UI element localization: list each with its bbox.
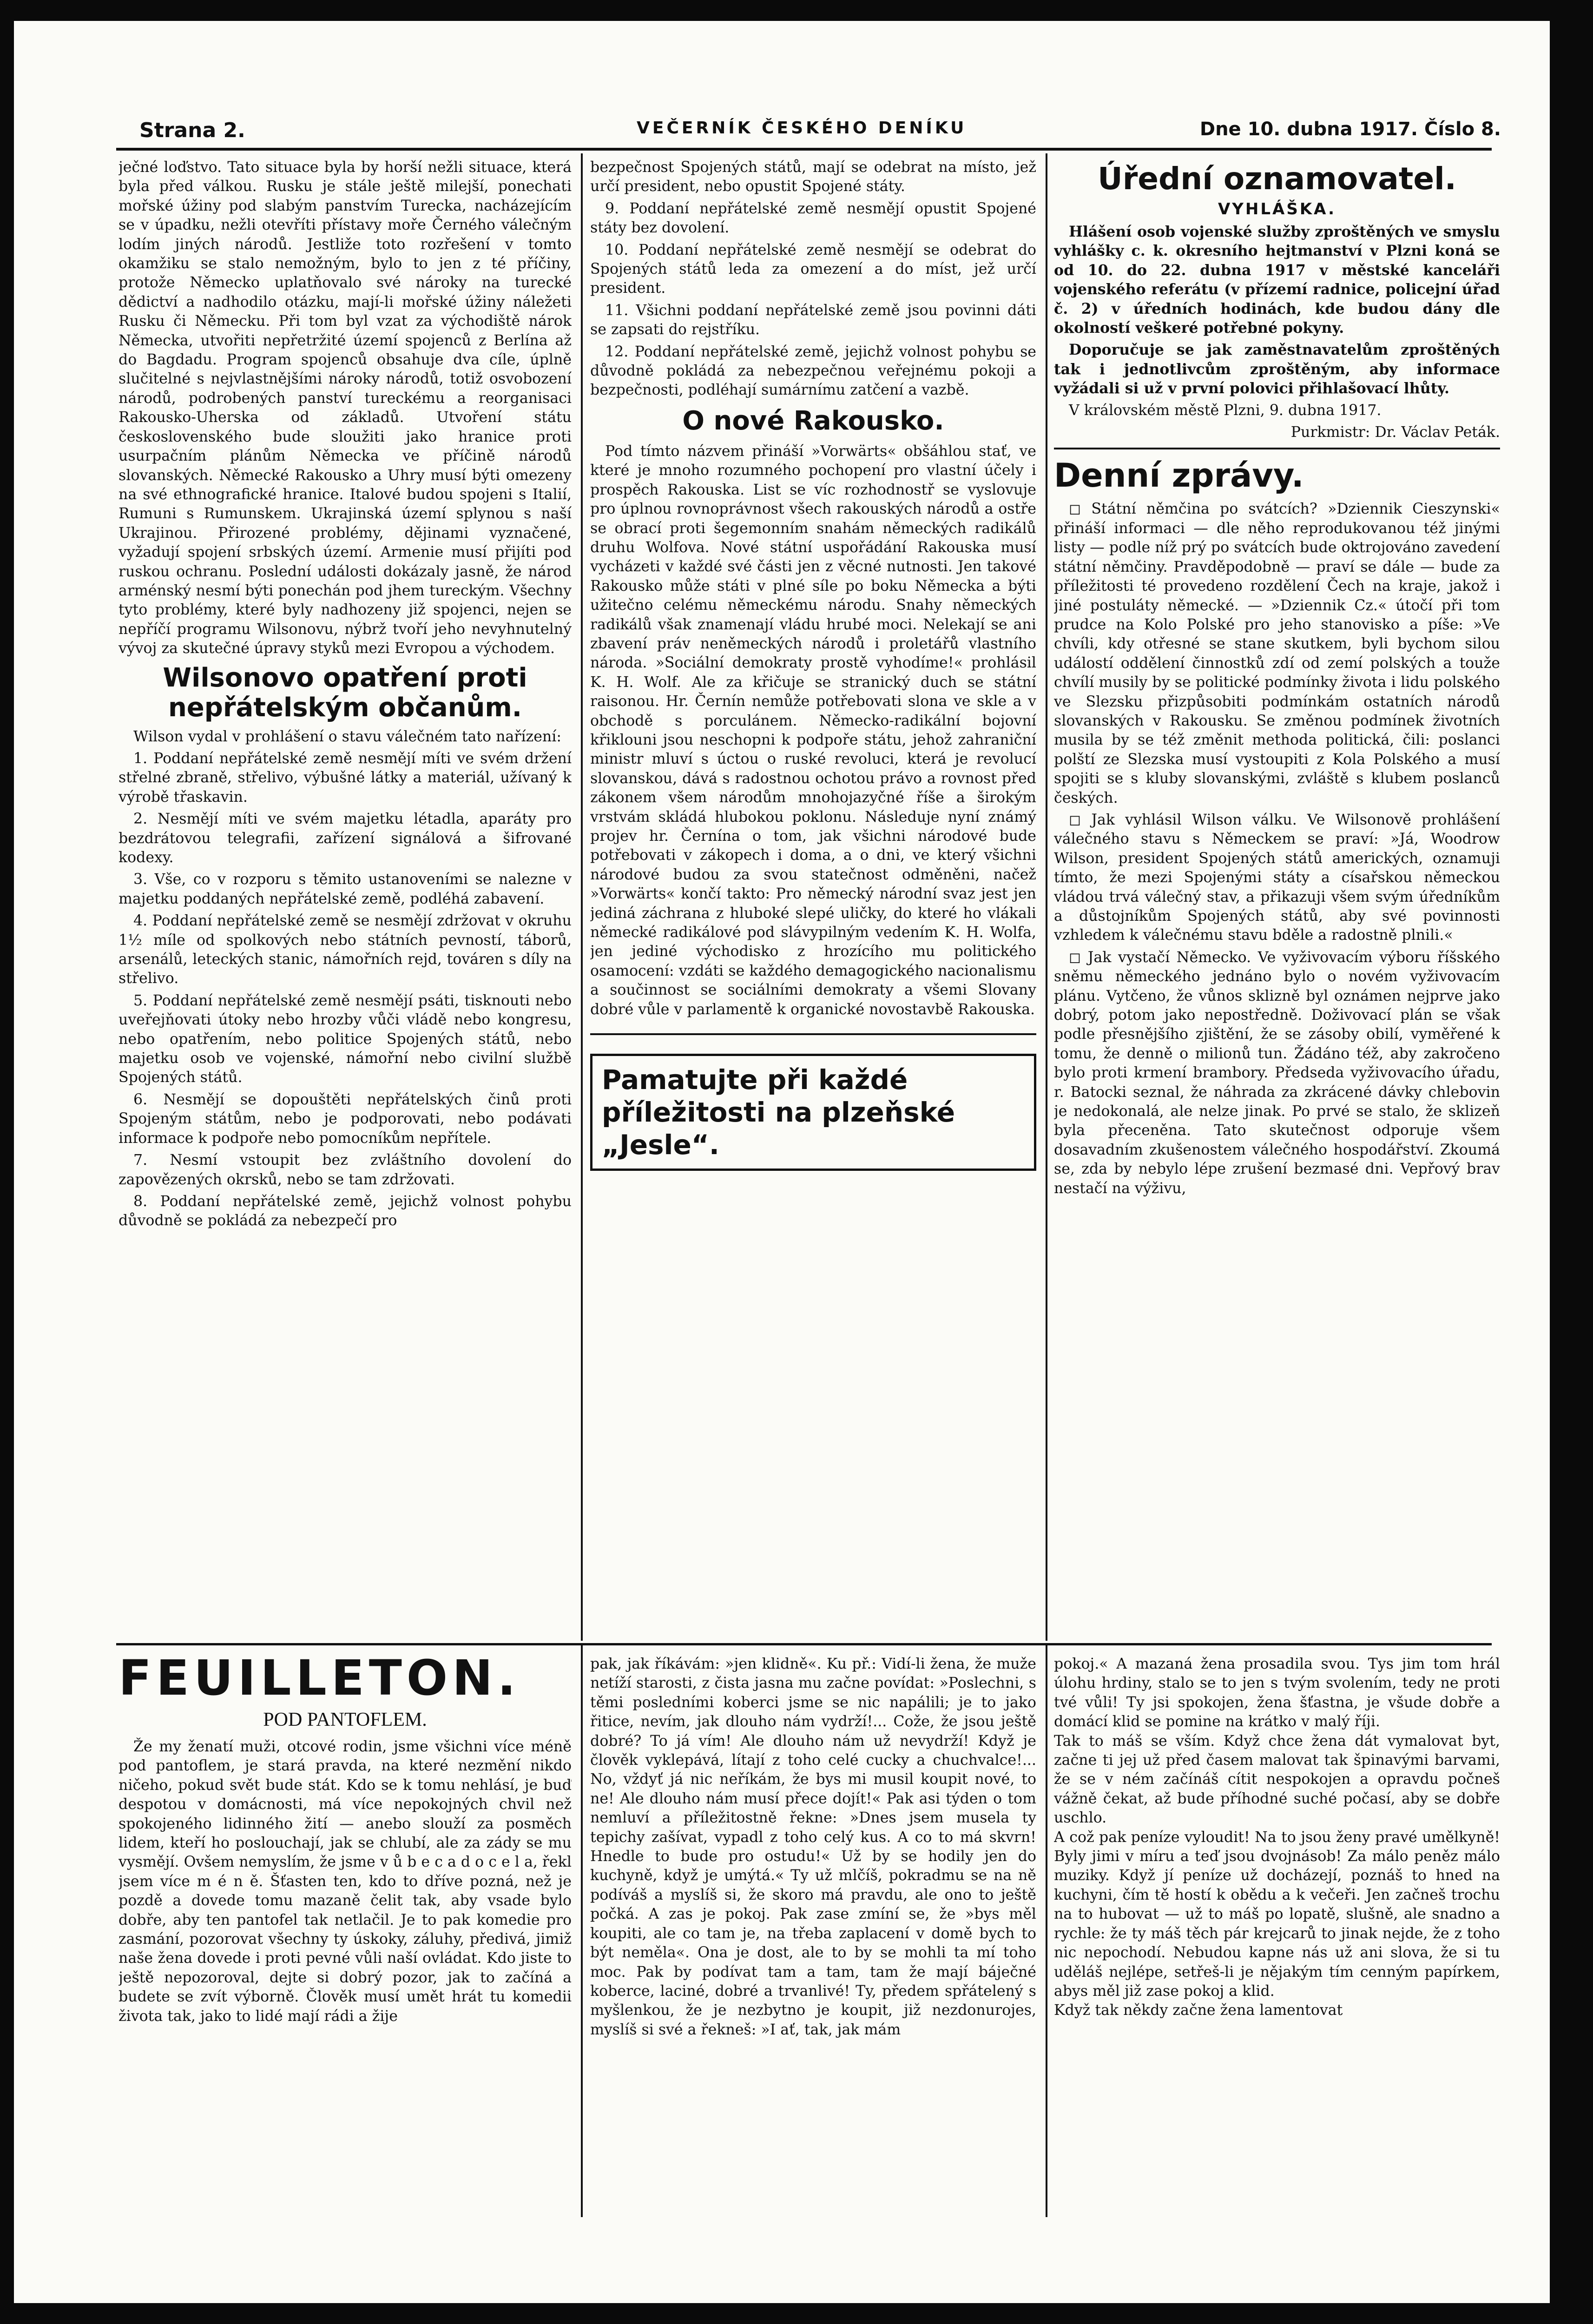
news-item: ◻ Jak vystačí Německo. Ve vyživovacím výboru říšského sněmu německého jednáno bylo o novém vyživovacím plánu. Vytčeno, že vůnos sklizně byl oznámen nejprve jako dobrý, potom jako nepostředně. Doživovací plán se však podle přesnějšího zjištění, že se zásoby obilí, vyměřené k tomu, že denně o milionů tun. Žádáno též, aby zakročeno bylo proti krmení brambory. Předseda vyživovacího úřadu, r. Batocki seznal, že náhrada za zkrácené dávky chlebovin je nedokonalá, ale nelze jinak. Po prvé se stalo, že sklizeň byla přeceněna. Tato skutečnost odporuje všem dosavadním zkušenostem válečného hospodářství. Zkoumá se, zda by nebylo lépe zrušení bezmasé dni. Vepřový brav nestačí na výživu,: [1054, 949, 1500, 1197]
feuilleton-rule: [116, 1643, 1492, 1645]
column-1: [118, 158, 572, 1638]
article-paragraph: 4. Poddaní nepřátelské země se nesmějí zdržovat v okruhu 1½ míle od spolkových nebo státních pevností, táborů, arsenálů, leteckých stanic, námořních rejd, továren s díly na střelivo.: [118, 912, 572, 987]
article-title: O nové Rakousko.: [682, 405, 944, 436]
feuilleton-column-1: [118, 1650, 572, 2217]
section-rule: [1054, 448, 1500, 449]
article-title: Wilsonovo opatření proti nepřátelským občanům.: [163, 662, 527, 723]
article-paragraph: 2. Nesmějí míti ve svém majetku létadla, aparáty pro bezdrátovou telegrafii, zařízení signálová a šifrované kodexy.: [118, 811, 572, 866]
section-title: Denní zprávy.: [1054, 456, 1304, 495]
header-rule: [116, 148, 1492, 151]
article-paragraph: 10. Poddaní nepřátelské země nesmějí se odebrat do Spojených států leda za omezení a do míst, jež určí president.: [590, 241, 1036, 297]
feuilleton-text: pokoj.« A mazaná žena prosadila svou. Tys jim tom hrál úlohu hrdiny, stalo se to jen s tvým svolením, tedy ne proti tvé vůli! Ty jsi spokojen, žena šťastna, je všude dobře a domácí klid se pomine na krátko v malý říji. Tak to máš se vším. Když chce žena dát vymalovat byt, začne ti jej už před časem malovat tak špinavými barvami, že se v ném začínáš cítit nespokojen a opravdu počneš vážně čekat, až bude příhodné suché počasí, aby se dobře uschlo. A což pak peníze vyloudit! Na to jsou ženy pravé umělkyně! Byly jimi v míru a teď jsou dvojnásob! Za málo peněz málo muziky. Když jí peníze už docházejí, poznáš to hned na kuchyni, čím tě hostí k obědu a k večeři. Jen začneš trochu na to hubovat — už to máš po lopatě, slušně, ale snadno a rychle: že ty máš těch pár krejcarů to jinak nejde, že z toho nic nepochodí. Nebudou kapne nás už ani slova, že si tu uděláš nejlépe, setřeš-li je nějakým tím cenným papírkem, abys měl již zase pokoj a klid. Když tak někdy začne žena lamentovat: [1054, 1656, 1500, 2019]
column-divider: [581, 153, 583, 1641]
dateline: V královském městě Plzni, 9. dubna 1917.: [1069, 402, 1382, 419]
section-subtitle: VYHLÁŠKA.: [1218, 200, 1336, 218]
notice-box: [590, 1054, 1036, 1171]
column-divider: [1046, 1645, 1047, 2217]
masthead: VEČERNÍK ČESKÉHO DENÍKU: [637, 119, 967, 138]
feuilleton-column-2: [590, 1655, 1036, 2217]
article-paragraph: 11. Všichni poddaní nepřátelské země jsou povinni dáti se zapsati do rejstříku.: [590, 302, 1036, 338]
article-paragraph: Doporučuje se jak zaměstnavatelům zproštěných tak i jednotlivcům zproštěným, aby informace vyžádali si už v první polovici přihlašovací lhůty.: [1054, 341, 1500, 397]
article-paragraph: 3. Vše, co v rozporu s těmito ustanoveními se nalezne v majetku poddaných nepřátelské země, podléhá zabavení.: [118, 871, 572, 907]
article-paragraph: ječné loďstvo. Tato situace byla by horší nežli situace, která byla před válkou. Rusku je stále ještě milejší, ponechati mořské úžiny pod slabým panstvím Turecka, nacházejícím se v úpadku, nežli otevříti přístavy moře Černého válečným lodím jiných národů. Jestliže toto rozřešení v tomto okamžiku se stalo nemožným, bylo to jen z té příčiny, protože Německo uplatňovalo své nároky na turecké dědictví a nadhodilo otázku, mají-li mořské úžiny náležeti Rusku či Německu. Při tom byl vzat za východiště nárok Německa, utvořiti nepřetržité území spojenců z Berlína až do Bagdadu. Program spojenců obsahuje dva cíle, úplně slučitelné s nejvlastnějšími nároky národů, totiž osvobození národů, podrobených panství tureckému a reorganisaci Rakousko-Uherska od základů. Utvoření státu československého bude sloužiti jako hranice proti usurpačním plánům Německa ve příčině národů slovanských. Německé Rakousko a Uhry musí býti omezeny na své ethnografické hranice. Italové budou spojeni s Italií, Rumuni s Rumunskem. Ukrajinská území splynou s naší Ukrajinou. Přirozené problémy, dějinami vyznačené, vyžadují spojení srbských území. Armenie musí přijíti pod ruskou ochranu. Poslední události dokázaly jasně, že národ arménský nesmí býti ponechán pod jhem tureckým. Všechny tyto problémy, které byly nadhozeny již spojenci, nejen se nepříčí programu Wilsonovu, nýbrž tvoří jeho nevyhnutelný vývoj za skutečné úpravy styků mezi Evropou a východem.: [118, 159, 572, 657]
feuilleton-column-3: [1054, 1655, 1500, 2217]
signature-line: Purkmistr: Dr. Václav Peták.: [1290, 424, 1500, 441]
article-paragraph: bezpečnost Spojených států, mají se odebrat na místo, jež určí president, nebo opustit Spojené státy.: [590, 159, 1036, 195]
page-header: [139, 119, 1501, 146]
news-item: ◻ Státní němčina po svátcích? »Dziennik Cieszynski« přináší informaci — dle něho reprodukovanou též jinými listy — podle níž prý po svátcích bude oktrojováno zavedení státní němčiny. Pravděpodobně — praví se dále — bude za příležitosti té provedeno rozdělení Čech na kraje, jakož i jiné postuláty německé. — »Dziennik Cz.« útočí při tom prudce na Kolo Polské pro jeho stanovisko a píše: »Ve chvíli, kdy otřesné se stane skutkem, byli bychom silou událostí oddělení činnostků zdí od zemí polských a touže chvílí musily by se politické podmínky života i lidu polského ve Slezsku přizpůsobiti podmínkám ostatních národů slovanských v Rakousku. Se změnou podmínek životních musila by se též změnit methoda politická, čili: poslanci polští ze Slezska musí vystoupiti z Kola Polského a musí spojiti se s kluby slovanskými, zvláště s klubem poslanců českých.: [1054, 501, 1500, 806]
page-number: Strana 2.: [139, 119, 245, 142]
article-paragraph: 8. Poddaní nepřátelské země, jejichž volnost pohybu důvodně se pokládá za nebezpečí pro: [118, 1193, 572, 1229]
article-paragraph: 7. Nesmí vstoupit bez zvláštního dovolení do zapovězených okrsků, nebo se tam zdržovati.: [118, 1152, 572, 1188]
section-title: Úřední oznamovatel.: [1098, 161, 1456, 197]
article-paragraph: Pod tímto názvem přináší »Vorwärts« obšáhlou stať, ve které je mnoho rozumného pochopení pro vlastní účely i prospěch Rakouska. List se víc rozhodnostř se vyslovuje pro úplnou rovnoprávnost všech rakouských národů a ostře se obrací proti šegemonním snahám německých radikálů druhu Wolfova. Nové státní uspořádání Rakouska musí vycházeti v každé své části jen z věcné nutnosti. Jen takové Rakousko může státi v plné síle po boku Německa a býti užitečno celému německému národu. Snahy německých radikálů však znamenají vládu hrubé moci. Nelekají se ani zbavení práv neněmeckých národů i proletářů vlastního národa. »Sociální demokraty prostě vyhodíme!« prohlásil K. H. Wolf. Ale za křičuje se stranický duch se státní raisonou. Hr. Černín nemůže potřebovati slona ve skle a v obchodě s porculánem. Německo-radikální bojovní křiklouni jsou neschopni k podpoře státu, jehož zahraniční ministr mluví s úctou o ruské revoluci, která je revolucí slovanskou, dává s radostnou ochotou právo a rovnost před zákonem všem národům mnohojazyčné říše a širokým vrstvám skládá hlubokou poklonu. Následuje nyní známý projev hr. Černína o tom, jak všichni národové bude potřebovati v zákopech i doma, a o dni, ve který všichni národové budou za svou statečnost odměněni, načež »Vorwärts« končí takto: Pro německý národní svaz jest jen jediná záchrana z hluboké slepé uličky, do které ho vlákali německé radikálové pod slávypilným vedením K. H. Wolfa, jen jediné východisko z hrozícího mu politického osamocení: vzdáti se každého demagogického nacionalismu a součinnost se sociálními demokraty a všemi Slovany dobré vůle v parlamentě k organické novostavbě Rakouska.: [590, 442, 1036, 1018]
issue-date: Dne 10. dubna 1917. Číslo 8.: [1199, 119, 1501, 140]
news-item: ◻ Jak vyhlásil Wilson válku. Ve Wilsonově prohlášení válečného stavu s Německem se praví: »Já, Woodrow Wilson, president Spojených států amerických, oznamuji tímto, že mezi Spojenými státy a císařskou německou vládou trvá válečný stav, a přikazuji všem svým úředníkům a důstojníkům Spojených států, aby své povinnosti vzhledem k válečnému stavu bděle a radostně plnili.«: [1054, 811, 1500, 944]
article-paragraph: 12. Poddaní nepřátelské země, jejichž volnost pohybu se důvodně pokládá za nebezpečnou veřejnému pokoji a bezpečnosti, podléhají sumárnímu zatčení a vazbě.: [590, 343, 1036, 399]
feuilleton-text: Že my ženatí muži, otcové rodin, jsme všichni více méně pod pantoflem, je stará pravda, na které nezmění nikdo ničeho, pokud svět bude stát. Kdo se k tomu nehlásí, je buď despotou v domácnosti, má více nepokojných chvil než spokojeného lidinného žití — anebo slouží za posměch lidem, kteří ho poslouchají, jak se chlubí, ale za zády se mu vysmějí. Ovšem nemyslím, že jsme v ů b e c a d o c e l a, řekl jsem více m é n ě. Šťasten ten, kdo to dříve pozná, než je pozdě a dovede tomu mazaně čelit tak, aby vsade bylo dobře, aby ten pantofel tak netlačil. Je to pak komedie pro zasmání, pozorovat všechny ty úskoky, záluhy, předivá, jimiž naše žena dovede i proti pevné vůli naší ovládat. Kdo jiste to ještě nepozoroval, dejte si dobrý pozor, jak to začíná a budete se zvít výborně. Člověk musí umět hrát tu komedii života tak, jako to lidé mají rádi a žije: [118, 1738, 572, 2025]
article-paragraph: Hlášení osob vojenské služby zproštěných ve smyslu vyhlášky c. k. okresního hejtmanství v Plzni koná se od 10. do 22. dubna 1917 v městské kanceláři vojenského referátu (v přízemí radnice, policejní úřad č. 2) v úředních hodinách, kde budou dány dle okolností veškeré potřebné pokyny.: [1054, 223, 1500, 337]
article-paragraph: 6. Nesmějí se dopouštěti nepřátelských činů proti Spojeným státům, nebo je podporovati, nebo podávati informace k podpoře nebo pomocníkům nepřítele.: [118, 1091, 572, 1147]
feuilleton-text: pak, jak říkávám: »jen klidně«. Ku př.: Vidí-li žena, že muže netíží starosti, z čista jasna mu začne povídat: »Poslechni, s těmi posledními koberci jsme se nic napálili; je to jako řitice, nevím, jak dlouho nám vydrží!... Cože, že jsou ještě dobré? To já vím! Ale dlouho nám už nevydrží! Když je člověk vyklepává, lítají z toho celé cucky a chuchvalce!... No, vždyť já nic neříkám, že bys mi musil koupit nové, to ne! Ale dlouho nám musí přece dojít!« Pak asi týden o tom nemluví a příležitostně řekne: »Dnes jsem musela ty tepichy zašívat, vypadl z toho celý kus. A co to má skvrn! Hnedle to bude pro ostudu!« Už by se hodily jen do kuchyně, když je umýtá.« Ty už mlčíš, pokradmu se na ně podíváš a myslíš si, že skoro má pravdu, ale ono to ještě počká. A zas je pokoj. Pak zase zmíní se, že »bys měl koupiti, ale co tam je, na třeba zaplacení v domě bych to být neměla«. Ona je dost, ale to by se mohli ta mí toho moc. Pak by podívat tam a tam, tam že mají báječné koberce, laciné, dobré a trvanlivé! Ty, předem spřátelený s myšlenkou, že je nezbytno je koupit, již nezdonurojes, myslíš si své a řekneš: »I ať, tak, jak mám: [590, 1656, 1036, 2038]
column-3: [1054, 158, 1500, 1638]
article-paragraph: Wilson vydal v prohlášení o stavu válečném tato nařízení:: [133, 728, 561, 745]
section-rule: [590, 1033, 1036, 1035]
notice-text: Pamatujte při každé příležitosti na plzeňské „Jesle“.: [602, 1064, 955, 1161]
article-paragraph: 5. Poddaní nepřátelské země nesmějí psáti, tisknouti nebo uveřejňovati útoky nebo hrozby vůči vládě nebo kongresu, nebo opatřením, nebo politice Spojených států, nebo majetku osob ve vojenské, námořní nebo civilní službě Spojených států.: [118, 992, 572, 1086]
article-paragraph: 9. Poddaní nepřátelské země nesmějí opustit Spojené státy bez dovolení.: [590, 200, 1036, 237]
column-divider: [1046, 153, 1047, 1641]
column-2: [590, 158, 1036, 1638]
feuilleton-heading: FEUILLETON.: [118, 1650, 520, 1706]
column-divider: [581, 1645, 583, 2217]
article-paragraph: 1. Poddaní nepřátelské země nesmějí míti ve svém držení střelné zbraně, střelivo, výbušné látky a materiál, užívaný k výrobě třaskavin.: [118, 750, 572, 805]
feuilleton-title: POD PANTOFLEM.: [263, 1709, 427, 1730]
